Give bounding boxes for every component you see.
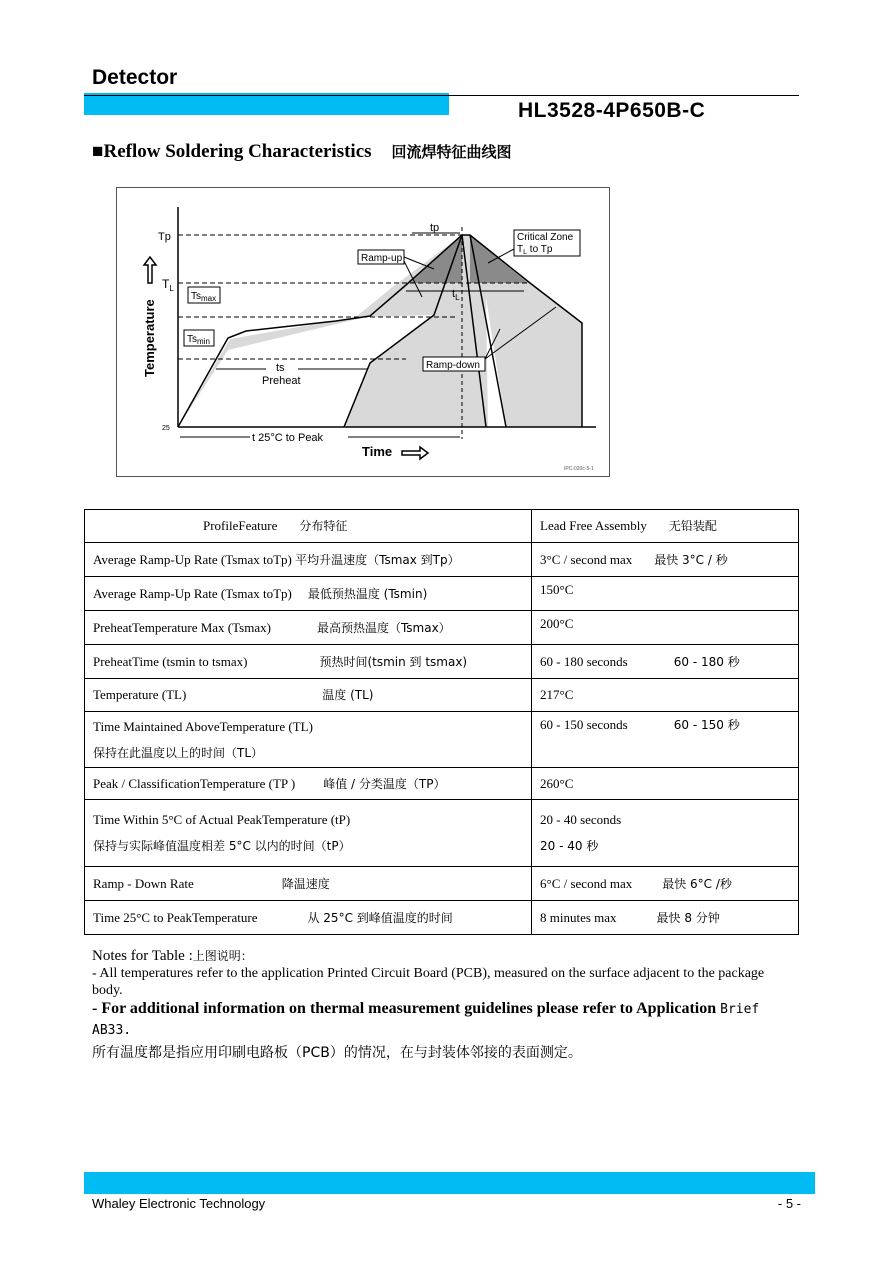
table-row — [85, 645, 799, 679]
table-row — [85, 712, 799, 768]
tp-label: Tp — [158, 231, 171, 243]
notes-heading-cn: 上图说明： — [192, 949, 253, 963]
table-cell-feature: Peak / ClassificationTemperature (TP ) 峰值 / 分类温度（TP） — [85, 768, 532, 800]
section-title — [92, 141, 512, 163]
table-cell-value: 150°C — [532, 577, 799, 611]
table-cell-feature: Average Ramp-Up Rate (Tsmax toTp) 平均升温速度（Tsmax 到Tp） — [85, 543, 532, 577]
notes-heading: Notes for Table : — [92, 948, 193, 964]
table-row — [85, 510, 799, 543]
ramp-up-label: Ramp-up — [361, 253, 403, 264]
table-cell-value: 3°C / second max 最快 3°C / 秒 — [532, 543, 799, 577]
table-cell-value: Lead Free Assembly 无铅装配 — [532, 510, 799, 543]
t25-label: t 25°C to Peak — [252, 432, 324, 444]
page-number: - 5 - — [777, 1196, 801, 1211]
table-row — [85, 901, 799, 935]
notes-line-2: - For additional information on thermal measurement guidelines please refer to Application Brief AB33. — [92, 1000, 760, 1038]
critical-zone-range: $T_L$ to Tp — [517, 244, 553, 256]
tp-width-label: tp — [430, 222, 440, 234]
notes-line-1: - All temperatures refer to the application Printed Circuit Board (PCB), measured on the surface adjacent to the package body. — [92, 966, 765, 998]
table-row — [85, 800, 799, 867]
critical-zone-label: Critical Zone — [517, 232, 574, 243]
table-cell-feature: Time Maintained AboveTemperature (TL) 保持在此温度以上的时间（TL） — [85, 712, 532, 768]
header-accent-bar — [84, 93, 449, 115]
reflow-spec-table — [84, 509, 799, 935]
section-title-en: ■Reflow Soldering Characteristics — [92, 141, 372, 162]
table-cell-value: 20 - 40 seconds 20 - 40 秒 — [532, 800, 799, 867]
y-25-label: 25 — [162, 425, 170, 432]
table-cell-value: 60 - 150 seconds 60 - 150 秒 — [532, 712, 799, 768]
tl-width-label: $t_L$ — [452, 288, 460, 302]
table-row — [85, 611, 799, 645]
preheat-label: Preheat — [262, 375, 301, 387]
table-cell-value: 200°C — [532, 611, 799, 645]
table-row — [85, 867, 799, 901]
table-cell-feature: Average Ramp-Up Rate (Tsmax toTp) 最低预热温度 (Tsmin) — [85, 577, 532, 611]
table-cell-value: 6°C / second max 最快 6°C /秒 — [532, 867, 799, 901]
header-rule — [84, 95, 799, 96]
table-row — [85, 768, 799, 800]
x-axis-label: Time — [362, 444, 393, 459]
table-cell-feature: Time 25°C to PeakTemperature 从 25°C 到峰值温度的时间 — [85, 901, 532, 935]
table-cell-feature: Time Within 5°C of Actual PeakTemperature (tP) 保持与实际峰值温度相差 5°C 以内的时间（tP） — [85, 800, 532, 867]
table-cell-value: 260°C — [532, 768, 799, 800]
table-row — [85, 577, 799, 611]
table-cell-feature: Temperature (TL) 温度 (TL) — [85, 679, 532, 712]
table-cell-value: 8 minutes max 最快 8 分钟 — [532, 901, 799, 935]
footer-company: Whaley Electronic Technology — [92, 1196, 266, 1211]
table-cell-feature: PreheatTemperature Max (Tsmax) 最高预热温度（Tsmax） — [85, 611, 532, 645]
tsmin-label: $Ts_{min}$ — [187, 334, 210, 346]
tl-label: $T_L$ — [162, 277, 174, 293]
ipc-code: IPC-020c-5-1 — [564, 466, 594, 472]
table-row — [85, 679, 799, 712]
table-cell-feature: PreheatTime (tsmin to tsmax) 预热时间(tsmin 到 tsmax) — [85, 645, 532, 679]
table-cell-value: 217°C — [532, 679, 799, 712]
table-cell-value: 60 - 180 seconds 60 - 180 秒 — [532, 645, 799, 679]
table-cell-feature: ProfileFeature 分布特征 — [85, 510, 532, 543]
table-cell-feature: Ramp - Down Rate 降温速度 — [85, 867, 532, 901]
tsmax-label: $Ts_{max}$ — [191, 291, 217, 303]
table-notes — [92, 948, 792, 1065]
footer-accent-bar — [84, 1172, 815, 1194]
reflow-profile-figure — [116, 187, 610, 477]
table-row — [85, 543, 799, 577]
header-title: Detector — [92, 66, 178, 89]
notes-line-3-cn: 所有温度都是指应用印刷电路板（PCB）的情况，在与封装体邻接的表面测定。 — [92, 1045, 582, 1061]
y-axis-label: Temperature — [142, 299, 157, 377]
ramp-down-label: Ramp-down — [426, 360, 480, 371]
ts-label: ts — [276, 362, 285, 374]
part-number: HL3528-4P650B-C — [518, 99, 706, 122]
section-title-cn: 回流焊特征曲线图 — [391, 143, 512, 161]
